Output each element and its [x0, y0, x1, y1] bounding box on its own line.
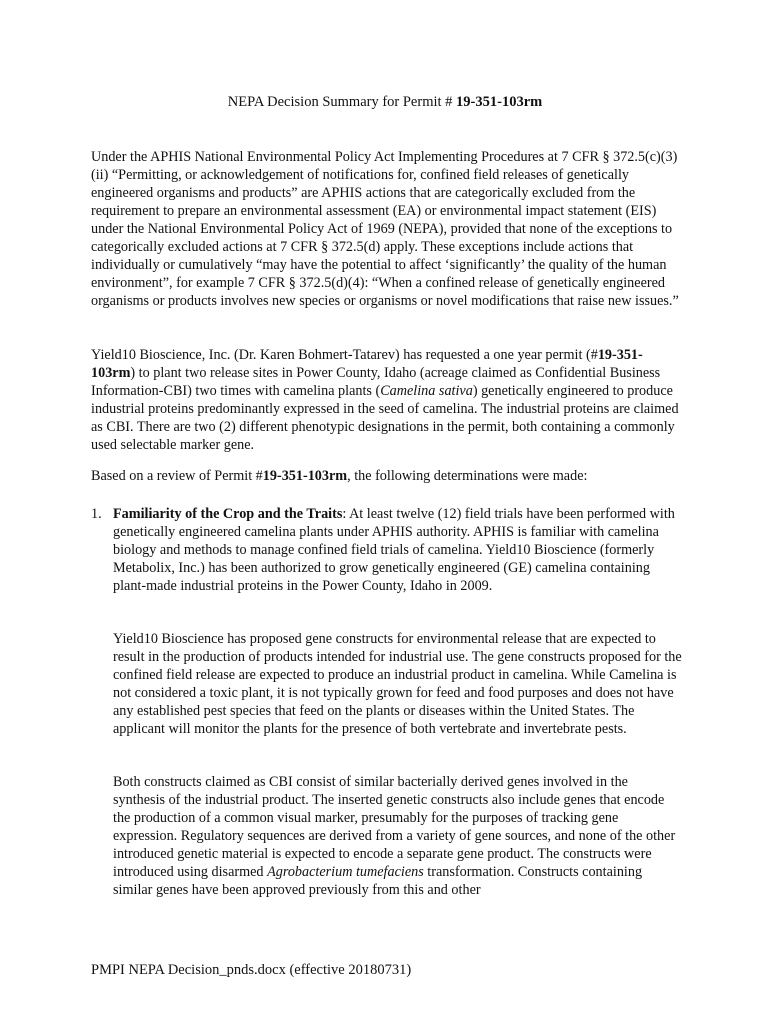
para-3-species: Agrobacterium tumefaciens: [267, 864, 424, 880]
page-footer: PMPI NEPA Decision_pnds.docx (effective 20180731): [91, 962, 412, 978]
review-paragraph: [91, 467, 683, 485]
request-text-2: ) to plant two release sites in Power County, Idaho (acreage claimed as Confidential Business Information-CBI) two times with camelina plants (: [91, 365, 661, 399]
request-permit-number: 19-351-103rm: [91, 347, 643, 381]
page-title: [0, 92, 770, 112]
review-text-1: Based on a review of Permit #: [91, 468, 263, 484]
list-item-1-para-1: [113, 505, 683, 595]
request-text-1: Yield10 Bioscience, Inc. (Dr. Karen Bohmert-Tatarev) has requested a one year permit (#: [91, 347, 598, 363]
list-item-1-para-3: [113, 773, 683, 899]
para-3-text-1: Both constructs claimed as CBI consist of similar bacterially derived genes involved in the synthesis of the industrial product. The inserted genetic constructs also include genes that encode the production of a common visual marker, presumably for the purposes of tracking gene expression. Regulatory sequences are derived from a variety of gene sources, and none of the other introduced genetic material is expected to encode a separate gene product. The constructs were introduced using disarmed: [113, 774, 676, 880]
list-item-1-para-2: Yield10 Bioscience has proposed gene constructs for environmental release that are expected to result in the production of products intended for industrial use. The gene constructs proposed for the confined field release are expected to produce an industrial product in camelina. While Camelina is not considered a toxic plant, it is not typically grown for feed and food purposes and does not have any established pest species that feed on the plants or diseases within the United States. The applicant will monitor the plants for the presence of both vertebrate and invertebrate pests.: [113, 631, 682, 737]
request-paragraph: [91, 346, 683, 454]
request-species: Camelina sativa: [380, 383, 473, 399]
title-prefix: NEPA Decision Summary for Permit #: [227, 94, 457, 110]
request-text-3: ) genetically engineered to produce industrial proteins predominantly expressed in the seed of camelina. The industrial proteins are claimed as CBI. There are two (2) different phenotypic designations in the permit, both containing a commonly used selectable marker gene.: [91, 383, 679, 453]
list-item-1-text: : At least twelve (12) field trials have been performed with genetically engineered camelina plants under APHIS authority. APHIS is familiar with camelina biology and methods to manage confined field trials of camelina. Yield10 Bioscience (formerly Metabolix, Inc.) has been authorized to grow genetically engineered (GE) camelina containing plant-made industrial proteins in the Power County, Idaho in 2009.: [113, 506, 675, 594]
list-item-1-heading: Familiarity of the Crop and the Traits: [113, 506, 343, 522]
title-permit-number: 19-351-103rm: [456, 94, 543, 110]
review-text-2: , the following determinations were made:: [347, 468, 588, 484]
review-permit-number: 19-351-103rm: [262, 468, 348, 484]
para-3-text-2: transformation. Constructs containing similar genes have been approved previously from this and other: [113, 864, 643, 898]
list-item-number: 1.: [91, 506, 102, 522]
intro-paragraph: Under the APHIS National Environmental Policy Act Implementing Procedures at 7 CFR § 372.5(c)(3)(ii) “Permitting, or acknowledgement of notifications for, confined field releases of genetically engineered organisms and products” are APHIS actions that are categorically excluded from the requirement to prepare an environmental assessment (EA) or environmental impact statement (EIS) under the National Environmental Policy Act of 1969 (NEPA), provided that none of the exceptions to categorically excluded actions at 7 CFR § 372.5(d) apply. These exceptions include actions that individually or cumulatively “may have the potential to affect ‘significantly’ the quality of the human environment”, for example 7 CFR § 372.5(d)(4): “When a confined release of genetically engineered organisms or products involves new species or organisms or novel modifications that raise new issues.”: [91, 149, 679, 309]
